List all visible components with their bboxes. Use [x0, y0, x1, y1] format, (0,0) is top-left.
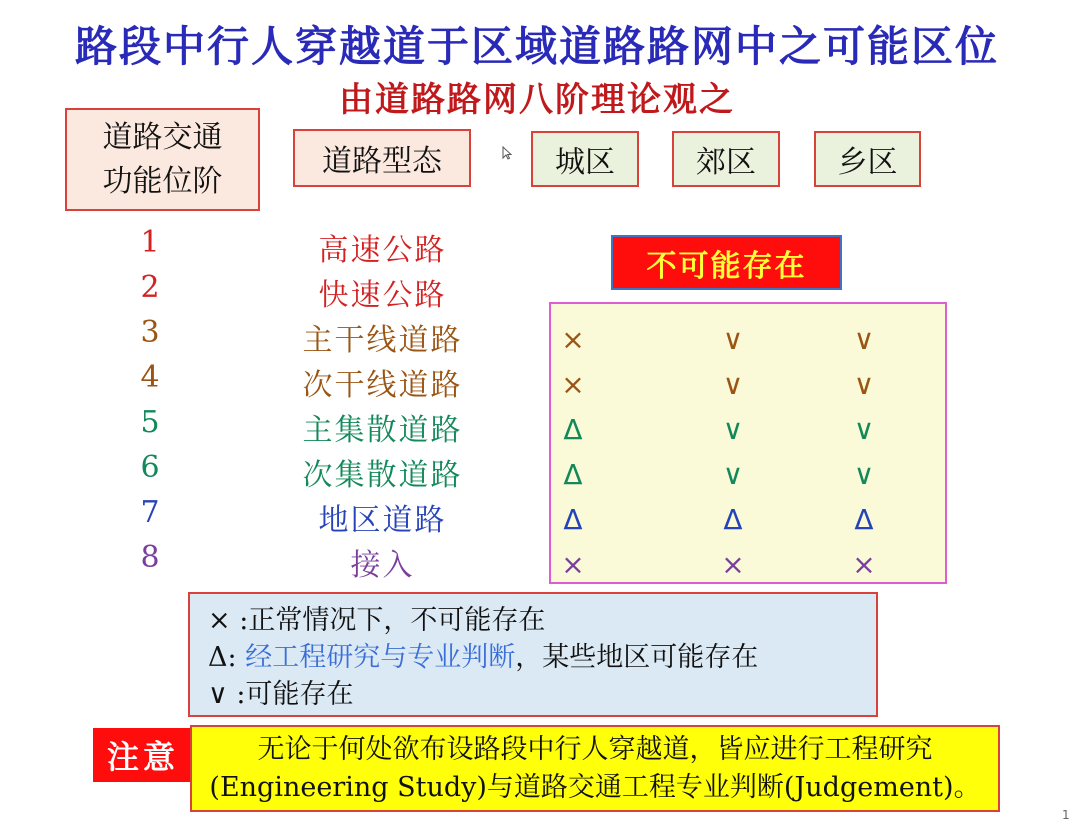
header-function-level	[65, 108, 260, 211]
header-rural: 乡区	[814, 131, 921, 187]
legend-cross-text: :正常情况下，不可能存在	[239, 605, 546, 636]
slide-subtitle: 由道路路网八阶理论观之	[339, 80, 735, 120]
matrix-mark: ∨	[722, 458, 744, 491]
header-function-level-line1: 道路交通	[102, 119, 223, 155]
legend-check-symbol: ∨	[208, 679, 228, 710]
row-road-type-name: 主干线道路	[302, 323, 463, 358]
matrix-mark: ∨	[853, 368, 875, 401]
legend-check-row	[208, 676, 876, 713]
note-line1: 无论于何处欲布设路段中行人穿越道，皆应进行工程研究	[257, 734, 933, 765]
legend-delta-symbol: Δ:	[208, 642, 237, 673]
legend-cross-row	[208, 602, 876, 639]
matrix-mark: ×	[852, 548, 876, 581]
row-level-number: 6	[140, 450, 160, 485]
matrix-mark: ∨	[722, 368, 744, 401]
matrix-mark: Δ	[854, 503, 874, 536]
impossible-banner: 不可能存在	[611, 235, 842, 290]
row-road-type-name: 接入	[350, 548, 415, 583]
mouse-cursor-icon	[502, 146, 512, 160]
matrix-mark: ×	[561, 323, 585, 356]
matrix-mark: Δ	[723, 503, 743, 536]
page-number: 1	[1062, 808, 1070, 822]
legend-delta-text: ，某些地区可能存在	[515, 642, 759, 673]
header-city: 城区	[531, 131, 639, 187]
row-road-type-name: 快速公路	[318, 278, 447, 313]
row-level-number: 5	[140, 405, 160, 440]
header-suburb: 郊区	[672, 131, 780, 187]
note-tag: 注意	[93, 728, 193, 782]
row-road-type-name: 高速公路	[318, 233, 447, 268]
matrix-mark: Δ	[563, 413, 583, 446]
legend-cross-symbol: ×	[208, 605, 231, 636]
row-level-number: 3	[140, 315, 160, 350]
matrix-mark: ×	[561, 548, 585, 581]
matrix-mark: ∨	[853, 413, 875, 446]
slide-title: 路段中行人穿越道于区域道路路网中之可能区位	[74, 22, 999, 71]
row-road-type-name: 次集散道路	[302, 458, 463, 493]
row-level-number: 1	[140, 225, 160, 260]
row-level-number: 2	[140, 270, 160, 305]
matrix-mark: ×	[561, 368, 585, 401]
legend-box	[188, 592, 878, 717]
possibility-matrix	[549, 302, 947, 584]
matrix-mark: ∨	[853, 323, 875, 356]
row-road-type-name: 主集散道路	[302, 413, 463, 448]
row-level-number: 8	[140, 540, 160, 575]
matrix-mark: ×	[721, 548, 745, 581]
header-function-level-line2: 功能位阶	[102, 163, 223, 199]
legend-check-text: :可能存在	[236, 679, 354, 710]
matrix-mark: ∨	[722, 413, 744, 446]
matrix-mark: Δ	[563, 503, 583, 536]
header-road-type: 道路型态	[293, 129, 471, 187]
legend-delta-highlight: 经工程研究与专业判断	[245, 642, 516, 673]
matrix-mark: ∨	[722, 323, 744, 356]
row-level-number: 7	[140, 495, 160, 530]
matrix-mark: Δ	[563, 458, 583, 491]
legend-delta-row	[208, 639, 876, 676]
note-box	[190, 725, 1000, 812]
row-road-type-name: 地区道路	[318, 503, 447, 538]
matrix-mark: ∨	[853, 458, 875, 491]
row-level-number: 4	[140, 360, 160, 395]
note-line2: (Engineering Study)与道路交通工程专业判断(Judgement)。	[209, 772, 981, 803]
row-road-type-name: 次干线道路	[302, 368, 463, 403]
